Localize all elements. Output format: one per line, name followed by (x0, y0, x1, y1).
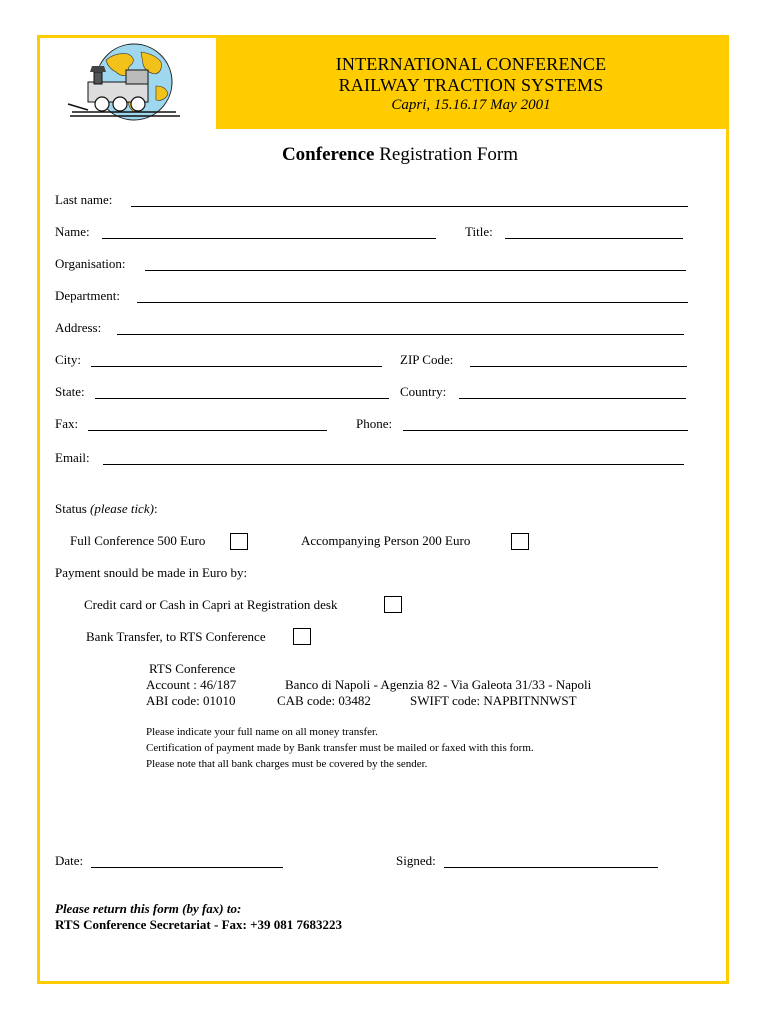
date-label: Date: (55, 853, 84, 868)
last-name-label: Last name: (55, 192, 113, 207)
abi-code: ABI code: 01010 (146, 693, 236, 708)
accompanying-checkbox[interactable] (511, 533, 529, 550)
form-title-rest: Registration Form (374, 144, 519, 165)
secretariat-fax: RTS Conference Secretariat - Fax: +39 081 7683223 (55, 917, 342, 932)
fax-label: Fax: (55, 416, 79, 431)
phone-label: Phone: (356, 416, 393, 431)
note-line: Please note that all bank charges must be covered by the sender. (146, 758, 428, 770)
phone-field[interactable] (403, 430, 688, 431)
zip-label: ZIP Code: (400, 352, 454, 367)
status-hint: (please tick) (90, 501, 154, 516)
return-instruction: Please return this form (by fax) to: (55, 901, 242, 916)
email-field[interactable] (103, 464, 684, 465)
bank-name-address: Banco di Napoli - Agenzia 82 - Via Galeota 31/33 - Napoli (285, 677, 592, 692)
bank-transfer-label: Bank Transfer, to RTS Conference (86, 629, 266, 644)
bank-transfer-checkbox[interactable] (293, 628, 311, 645)
full-conference-label: Full Conference 500 Euro (70, 533, 206, 548)
fax-field[interactable] (88, 430, 327, 431)
bank-account-name: RTS Conference (149, 661, 236, 676)
globe-locomotive-logo (66, 42, 188, 124)
name-field[interactable] (102, 238, 436, 239)
bank-account-number: Account : 46/187 (146, 677, 237, 692)
city-field[interactable] (91, 366, 382, 367)
zip-field[interactable] (470, 366, 687, 367)
note-line: Please indicate your full name on all money transfer. (146, 726, 378, 738)
status-label (55, 501, 158, 517)
country-field[interactable] (459, 398, 686, 399)
organisation-field[interactable] (145, 270, 686, 271)
title-field[interactable] (505, 238, 683, 239)
last-name-field[interactable] (131, 206, 688, 207)
address-label: Address: (55, 320, 102, 335)
full-conference-checkbox[interactable] (230, 533, 248, 550)
email-label: Email: (55, 450, 90, 465)
title-label: Title: (465, 224, 493, 239)
conference-date-location: Capri, 15.16.17 May 2001 (391, 97, 551, 113)
accompanying-label: Accompanying Person 200 Euro (301, 533, 471, 548)
name-label: Name: (55, 224, 90, 239)
address-field[interactable] (117, 334, 684, 335)
country-label: Country: (400, 384, 447, 399)
payment-intro: Payment snould be made in Euro by: (55, 565, 248, 580)
state-label: State: (55, 384, 85, 399)
conference-subtitle: RAILWAY TRACTION SYSTEMS (338, 75, 604, 95)
status-text: Status (55, 501, 87, 516)
card-cash-label: Credit card or Cash in Capri at Registration desk (84, 597, 338, 612)
note-line: Certification of payment made by Bank transfer must be mailed or faxed with this form. (146, 742, 534, 754)
form-title-bold: Conference (281, 144, 375, 165)
department-label: Department: (55, 288, 120, 303)
department-field[interactable] (137, 302, 688, 303)
organisation-label: Organisation: (55, 256, 126, 271)
signature-field[interactable] (444, 867, 658, 868)
conference-title: INTERNATIONAL CONFERENCE (335, 54, 607, 74)
card-cash-checkbox[interactable] (384, 596, 402, 613)
form-title (0, 144, 770, 166)
swift-code: SWIFT code: NAPBITNNWST (410, 693, 577, 708)
date-field[interactable] (91, 867, 283, 868)
state-field[interactable] (95, 398, 389, 399)
status-colon: : (153, 501, 158, 516)
city-label: City: (55, 352, 82, 367)
signed-label: Signed: (396, 853, 436, 868)
cab-code: CAB code: 03482 (277, 693, 371, 708)
